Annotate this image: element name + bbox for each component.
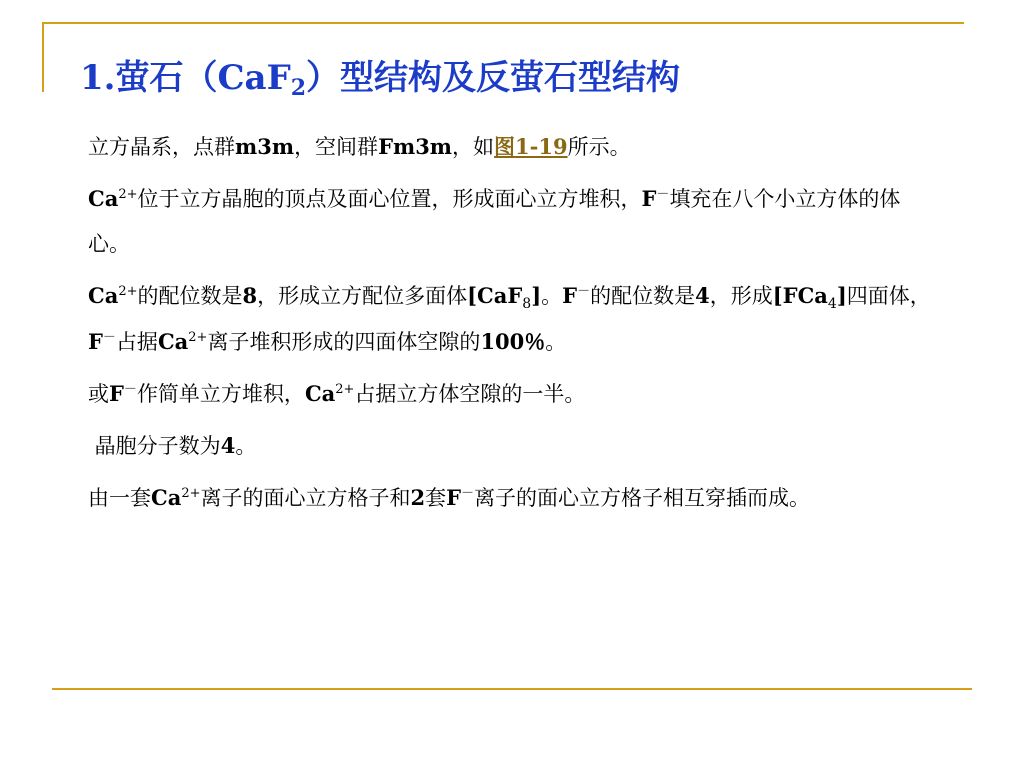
- paragraph-crystal-system: 立方晶系，点群m3m，空间群Fm3m，如图1-19所示。: [88, 134, 631, 159]
- accent-line-vertical: [42, 22, 44, 92]
- title-prefix: 1.萤石（CaF: [80, 58, 291, 98]
- paragraph-alternative-view: 或F－作简单立方堆积，$Ca^{2+}$占据立方体空隙的一半。: [88, 381, 586, 406]
- paragraph-interpenetration: 由一套$Ca^{2+}$离子的面心立方格子和2套F－离子的面心立方格子相互穿插而成。: [88, 485, 811, 510]
- figure-link[interactable]: 图1-19: [494, 134, 568, 159]
- slide-title: [80, 58, 680, 101]
- title-subscript: 2: [290, 75, 307, 101]
- paragraph-ca-position: $Ca^{2+}$位于立方晶胞的顶点及面心位置，形成面心立方堆积，F－填充在八个小立方体的体心。: [88, 186, 901, 256]
- accent-line-bottom: [52, 688, 972, 690]
- title-suffix: ）型结构及反萤石型结构: [306, 58, 681, 98]
- paragraph-coordination: $Ca^{2+}$的配位数是8，形成立方配位多面体[CaF$_8$]。F－的配位数是4，形成[FCa$_4$]四面体，F－占据$Ca^{2+}$离子堆积形成的四面体空隙的100％。: [88, 283, 931, 354]
- paragraph-formula-units: 晶胞分子数为4。: [88, 433, 257, 458]
- slide-body: [88, 124, 938, 527]
- accent-line-top: [42, 22, 964, 24]
